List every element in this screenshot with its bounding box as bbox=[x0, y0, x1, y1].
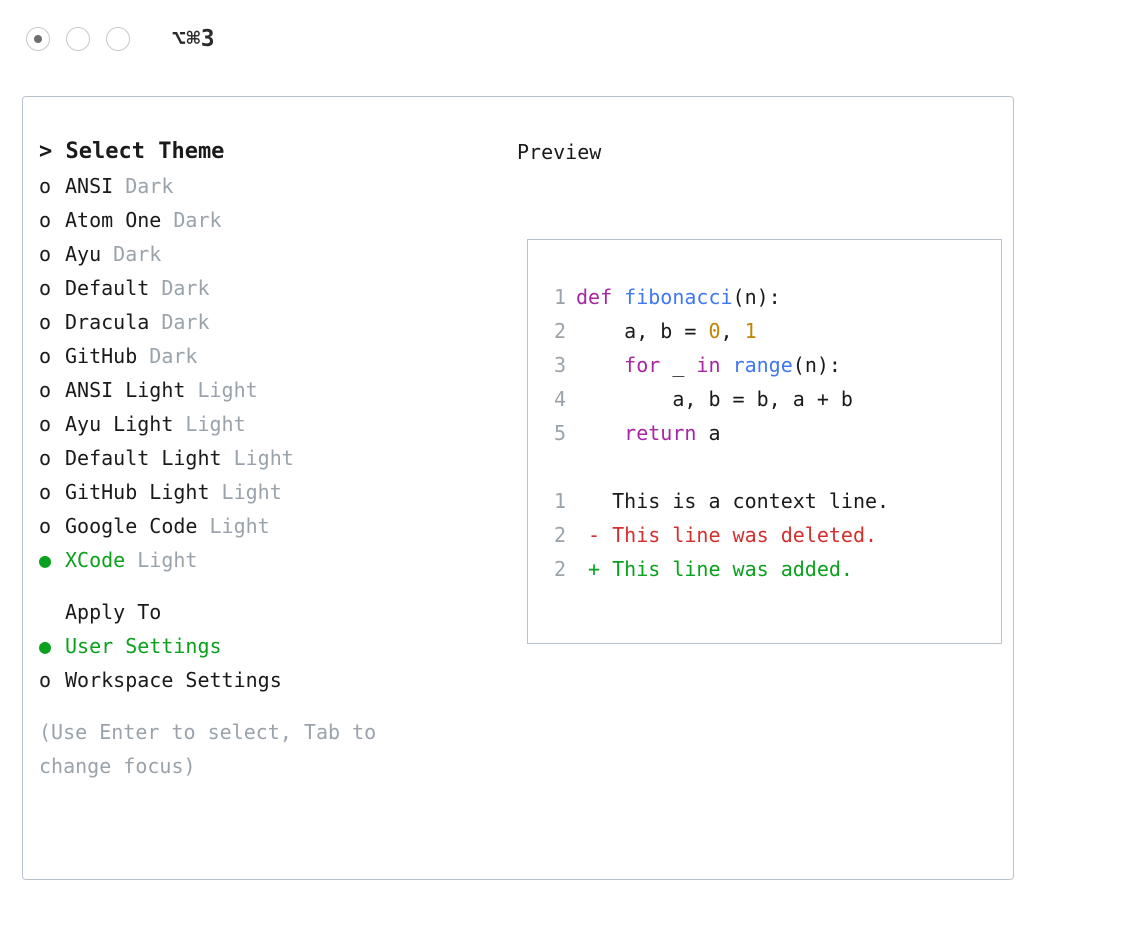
theme-option[interactable] bbox=[39, 271, 494, 305]
radio-unselected-icon: o bbox=[39, 668, 52, 692]
radio-unselected-icon: o bbox=[39, 242, 52, 266]
line-number: 2 bbox=[553, 319, 566, 343]
theme-name: Default Light bbox=[65, 446, 222, 470]
code-preview bbox=[542, 280, 889, 586]
theme-list bbox=[39, 169, 494, 577]
theme-name: ANSI Light bbox=[65, 378, 186, 402]
code-token: (n): bbox=[792, 353, 841, 377]
radio-unselected-icon: o bbox=[39, 276, 52, 300]
radio-selected-icon: ● bbox=[39, 634, 52, 658]
theme-name-gap bbox=[173, 412, 185, 436]
theme-name-gap bbox=[161, 208, 173, 232]
code-blank-line bbox=[542, 450, 889, 484]
theme-option[interactable] bbox=[39, 373, 494, 407]
code-line bbox=[542, 382, 889, 416]
theme-option[interactable] bbox=[39, 475, 494, 509]
theme-picker-panel bbox=[22, 96, 1014, 880]
theme-option[interactable] bbox=[39, 543, 494, 577]
theme-option[interactable] bbox=[39, 441, 494, 475]
theme-name: GitHub bbox=[65, 344, 138, 368]
line-number: 4 bbox=[553, 387, 566, 411]
theme-name-gap bbox=[149, 276, 161, 300]
title-bar bbox=[0, 0, 1140, 78]
code-token: + This line was added. bbox=[576, 557, 853, 581]
theme-variant-label: Dark bbox=[113, 242, 162, 266]
theme-name: ANSI bbox=[65, 174, 114, 198]
theme-variant-label: Light bbox=[185, 412, 246, 436]
theme-name-gap bbox=[149, 310, 161, 334]
theme-option[interactable] bbox=[39, 237, 494, 271]
apply-to-option[interactable] bbox=[39, 629, 494, 663]
code-token bbox=[721, 353, 733, 377]
radio-unselected-icon: o bbox=[39, 208, 52, 232]
theme-name-gap bbox=[113, 174, 125, 198]
theme-name-gap bbox=[222, 446, 234, 470]
code-token: 1 bbox=[744, 319, 757, 343]
code-token: a bbox=[696, 421, 721, 445]
radio-unselected-icon: o bbox=[39, 174, 52, 198]
theme-name: Ayu bbox=[65, 242, 102, 266]
preview-column bbox=[517, 135, 1017, 581]
code-token: 0 bbox=[708, 319, 721, 343]
apply-to-list bbox=[39, 629, 494, 697]
theme-variant-label: Light bbox=[233, 446, 294, 470]
theme-variant-label: Dark bbox=[161, 310, 210, 334]
theme-name: Atom One bbox=[65, 208, 162, 232]
code-token: fibonacci bbox=[624, 285, 733, 309]
theme-name: Default bbox=[65, 276, 150, 300]
theme-name: XCode bbox=[65, 548, 126, 572]
select-theme-heading: > Select Theme bbox=[39, 139, 225, 164]
code-token: _ bbox=[660, 353, 697, 377]
radio-unselected-icon: o bbox=[39, 378, 52, 402]
theme-option[interactable] bbox=[39, 339, 494, 373]
theme-variant-label: Light bbox=[221, 480, 282, 504]
line-number: 2 bbox=[553, 557, 566, 581]
code-token: in bbox=[696, 353, 721, 377]
theme-variant-label: Light bbox=[209, 514, 270, 538]
theme-name: Google Code bbox=[65, 514, 198, 538]
diff-line bbox=[542, 484, 889, 518]
theme-variant-label: Dark bbox=[173, 208, 222, 232]
theme-name-gap bbox=[185, 378, 197, 402]
apply-to-heading: Apply To bbox=[65, 600, 162, 624]
radio-unselected-icon: o bbox=[39, 514, 52, 538]
line-number: 3 bbox=[553, 353, 566, 377]
theme-option[interactable] bbox=[39, 509, 494, 543]
theme-name: Dracula bbox=[65, 310, 150, 334]
code-line bbox=[542, 314, 889, 348]
list-spacer bbox=[39, 577, 494, 595]
panel-content bbox=[39, 135, 1003, 869]
diff-line bbox=[542, 518, 889, 552]
window-minimize-button[interactable] bbox=[66, 27, 90, 51]
line-number: 1 bbox=[553, 489, 566, 513]
apply-to-label: Workspace Settings bbox=[65, 668, 282, 692]
theme-option[interactable] bbox=[39, 203, 494, 237]
radio-selected-icon: ● bbox=[39, 548, 52, 572]
apply-to-label: User Settings bbox=[65, 634, 222, 658]
code-token: a, b = b, a + b bbox=[576, 387, 853, 411]
code-token: def bbox=[576, 285, 625, 309]
line-number: 1 bbox=[553, 285, 566, 309]
radio-unselected-icon: o bbox=[39, 412, 52, 436]
theme-variant-label: Light bbox=[197, 378, 258, 402]
apply-to-option[interactable] bbox=[39, 663, 494, 697]
preview-box bbox=[527, 239, 1002, 644]
theme-variant-label: Light bbox=[137, 548, 198, 572]
theme-name: Ayu Light bbox=[65, 412, 174, 436]
code-line bbox=[542, 280, 889, 314]
radio-unselected-icon: o bbox=[39, 310, 52, 334]
theme-name-gap bbox=[137, 344, 149, 368]
theme-variant-label: Dark bbox=[161, 276, 210, 300]
line-number: 2 bbox=[553, 523, 566, 547]
theme-name-gap bbox=[101, 242, 113, 266]
radio-unselected-icon: o bbox=[39, 480, 52, 504]
code-token bbox=[576, 421, 624, 445]
code-token: (n): bbox=[732, 285, 781, 309]
theme-name: GitHub Light bbox=[65, 480, 210, 504]
theme-name-gap bbox=[125, 548, 137, 572]
theme-option[interactable] bbox=[39, 169, 494, 203]
window-maximize-button[interactable] bbox=[106, 27, 130, 51]
code-line bbox=[542, 348, 889, 382]
theme-option[interactable] bbox=[39, 407, 494, 441]
theme-selection-column bbox=[39, 135, 494, 783]
theme-variant-label: Dark bbox=[149, 344, 198, 368]
keyboard-hint-text: (Use Enter to select, Tab to change focus) bbox=[39, 720, 377, 778]
line-number: 5 bbox=[553, 421, 566, 445]
radio-unselected-icon: o bbox=[39, 344, 52, 368]
code-token: range bbox=[732, 353, 793, 377]
preview-heading: Preview bbox=[517, 140, 602, 164]
window-close-button[interactable] bbox=[26, 27, 50, 51]
theme-variant-label: Dark bbox=[125, 174, 174, 198]
theme-option[interactable] bbox=[39, 305, 494, 339]
theme-name-gap bbox=[210, 480, 222, 504]
keyboard-shortcut-label: ⌥⌘3 bbox=[172, 26, 216, 52]
code-token: - This line was deleted. bbox=[576, 523, 878, 547]
code-token: a, b = bbox=[576, 319, 709, 343]
code-token: This is a context line. bbox=[576, 489, 890, 513]
code-token bbox=[576, 353, 624, 377]
code-token: , bbox=[720, 319, 745, 343]
code-token: for bbox=[624, 353, 661, 377]
theme-name-gap bbox=[197, 514, 209, 538]
radio-unselected-icon: o bbox=[39, 446, 52, 470]
code-token: return bbox=[624, 421, 697, 445]
close-dot-inner bbox=[34, 35, 42, 43]
code-line bbox=[542, 416, 889, 450]
diff-line bbox=[542, 552, 889, 586]
hint-spacer bbox=[39, 697, 494, 715]
